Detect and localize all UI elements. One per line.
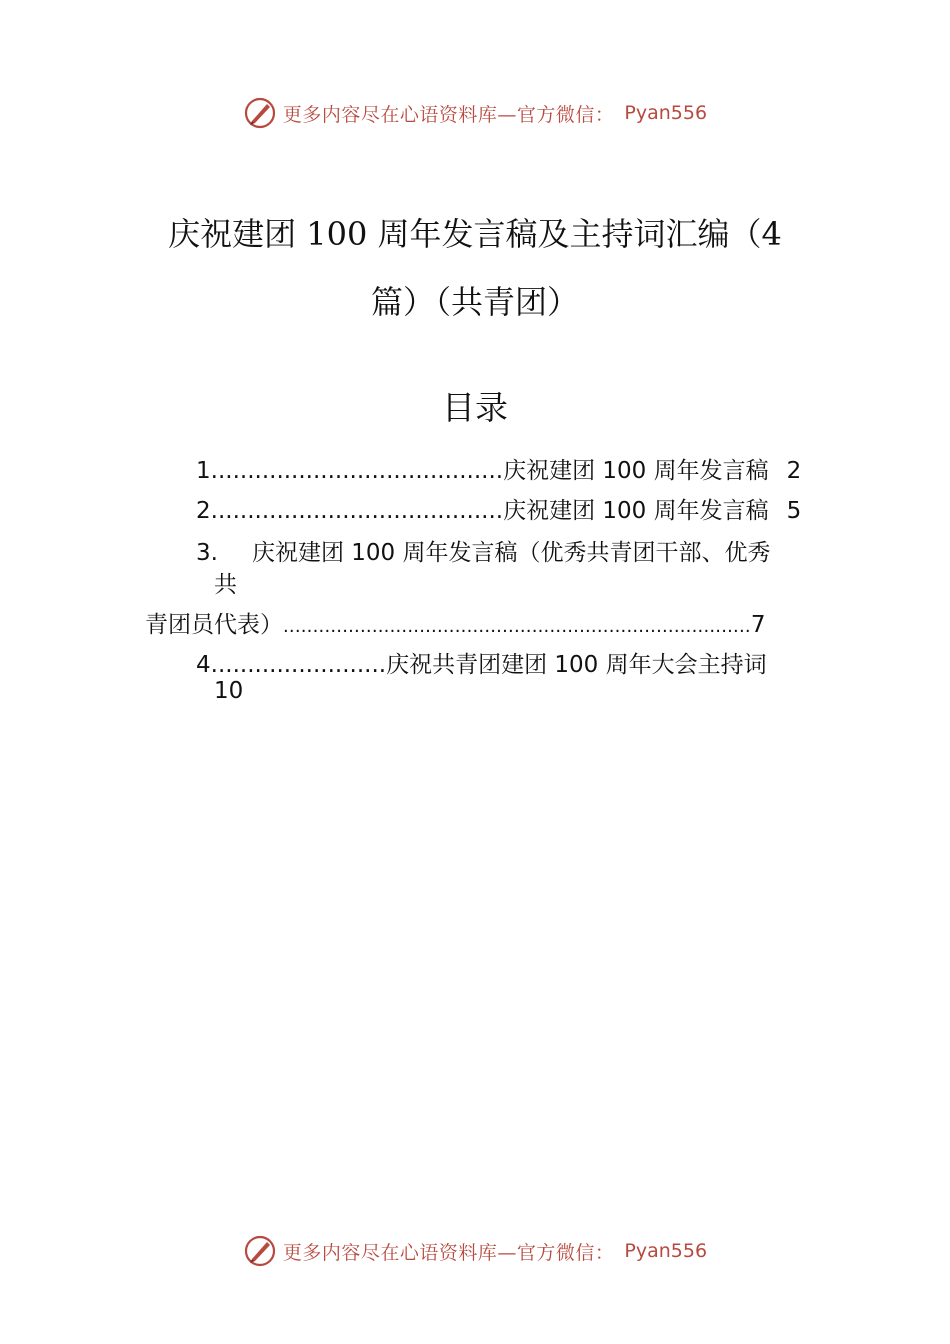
toc-entry-number: 4 xyxy=(196,652,211,678)
toc-entry-text: 庆祝共青团建团 100 周年大会主持词 xyxy=(386,652,767,678)
toc-leader-dots: ............................................................................... xyxy=(283,616,751,637)
watermark-wechat-id: Pyan556 xyxy=(624,102,708,124)
toc-entry-text: 庆祝建团 100 周年发言稿 xyxy=(503,498,769,524)
watermark-text: 更多内容尽在心语资料库—官方微信： xyxy=(282,1241,615,1264)
toc-entry-text: 庆祝建团 100 周年发言稿（优秀共青团干部、优秀 xyxy=(251,540,771,566)
title-line-2: 篇）（共青团） xyxy=(370,283,579,321)
toc-entry-2[interactable] xyxy=(196,492,801,525)
document-title xyxy=(0,200,950,336)
toc-entry-page: 5 xyxy=(786,498,802,524)
watermark-wechat-id: Pyan556 xyxy=(624,1240,708,1262)
toc-entry-4-line-1[interactable] xyxy=(196,646,767,679)
toc-entry-page: 10 xyxy=(214,678,244,704)
toc-entry-number: 2 xyxy=(196,498,211,524)
toc-entry-text: 共 xyxy=(214,572,237,598)
toc-leader-dots: ........................................ xyxy=(210,458,504,484)
toc-entry-3-line-2[interactable] xyxy=(214,566,237,599)
header-watermark xyxy=(0,96,950,130)
toc-entry-text: 青团员代表） xyxy=(145,612,283,638)
footer-watermark xyxy=(0,1234,950,1268)
toc-entry-number: 1 xyxy=(196,458,211,484)
toc-heading: 目录 xyxy=(442,388,508,427)
toc-entry-text: 庆祝建团 100 周年发言稿 xyxy=(503,458,769,484)
toc-leader-dots: ........................................ xyxy=(210,498,504,524)
toc-entry-number: 3. xyxy=(196,540,218,566)
watermark-text: 更多内容尽在心语资料库—官方微信： xyxy=(282,103,615,126)
toc-entry-page: 2 xyxy=(786,458,802,484)
pen-logo-icon xyxy=(243,96,277,130)
toc-entry-4-line-2[interactable] xyxy=(214,678,243,704)
toc-entry-3-line-1[interactable] xyxy=(196,534,770,567)
toc-entry-3-line-3[interactable] xyxy=(145,606,765,639)
pen-logo-icon xyxy=(243,1234,277,1268)
toc-leader-dots: ........................ xyxy=(210,652,387,678)
title-line-1: 庆祝建团 100 周年发言稿及主持词汇编（4 xyxy=(168,215,782,253)
toc-entry-1[interactable] xyxy=(196,452,801,485)
toc-entry-page: 7 xyxy=(750,612,766,638)
